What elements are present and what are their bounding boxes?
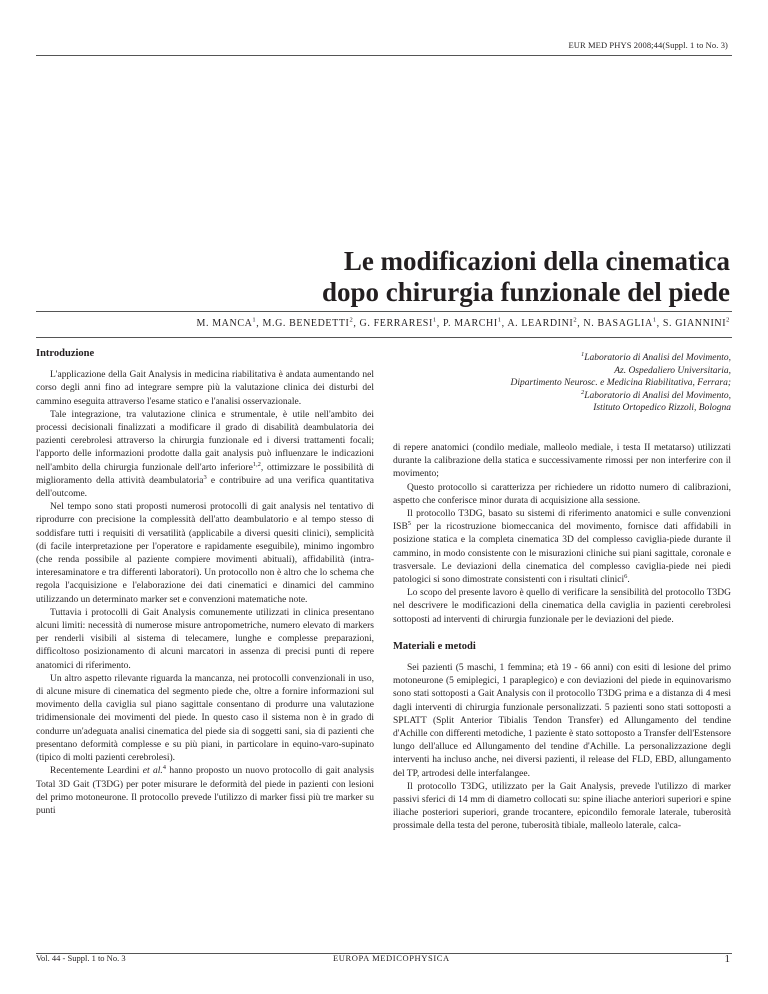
- author-affiliation-mark: 2: [349, 316, 354, 324]
- section-heading-materiali-e-metodi: Materiali e metodi: [393, 640, 476, 652]
- paragraph: Il protocollo T3DG, utilizzato per la Gait Analysis, prevede l'utilizzo di marker passivi sferici di 14 mm di diametro collocati su: spine iliache anteriori superiori e spine iliache posteriori superiori, grande trocantere, epicondilo femorale laterale, tuberosità prossimale della testa del perone, tuberosità tibiale, malleolo laterale, calca-: [393, 781, 731, 832]
- author-affiliation-mark: 1: [497, 316, 502, 324]
- affiliation-line: $^2$Laboratorio di Analisi del Movimento,: [580, 388, 731, 401]
- journal-citation: EUR MED PHYS 2008;44(Suppl. 1 to No. 3): [568, 40, 728, 50]
- paragraph: Recentemente Leardini et al.$^4$ hanno proposto un nuovo protocollo di gait analysis Total 3D Gait (T3DG) per poter misurare le deformità del piede in pazienti con lesioni del primo motoneurone. Il protocollo prevede l'utilizzo di marker fissi più tre marker su punti: [36, 764, 374, 816]
- author-affiliation-mark: 1: [652, 316, 657, 324]
- title-line-2: dopo chirurgia funzionale del piede: [321, 277, 730, 307]
- affiliation-line: Dipartimento Neurosc. e Medicina Riabilitativa, Ferrara;: [510, 378, 731, 389]
- author-name: M. MANCA: [196, 318, 253, 329]
- paragraph: Sei pazienti (5 maschi, 1 femmina; età 19 - 66 anni) con esiti di lesione del primo motoneurone (5 emiplegici, 1 paraplegico) e con deviazioni del piede in equinovarismo sono stati sottoposti a Gait Analysis con il protocollo T3DG prima e a distanza di 4 mesi dagli interventi di chirurgia funzionale personalizzati. 5 pazienti sono stati sottoposti a SPLATT (Split Anterior Tibialis Tendon Transfer) ed Allungamento del tendine d'Achille con differenti metodiche, 1 paziente è stato sottoposto a Transfer dell'Estensore lungo dell'alluce ed Allungamento del tendine d'Achille. La personalizzazione degli interventi ha incluso anche, nei diversi pazienti, il release del FLD, EBD, allungamento del TP, artrodesi delle interfalangee.: [393, 663, 731, 779]
- left-column: [36, 347, 374, 818]
- paragraph: Nel tempo sono stati proposti numerosi protocolli di gait analysis nel tentativo di riprodurre con precisione la complessità dell'atto deambulatorio e al tempo stesso di soddisfare tutti i requisiti di versatilità (applicabile a diversi quesiti clinici), semplicità (di facile interpretazione per l'operatore e rapidamente eseguibile), minimo ingombro (che renda possibile al paziente compiere movimenti abituali), affidabilità (intra-interesaminatore e tra differenti laboratori). Un protocollo non è altro che lo schema che regola l'acquisizione e l'elaborazione dei dati cinematici e dinamici del cammino utilizzando un determinato marker set e convenzioni matematiche note.: [36, 502, 374, 605]
- author-name: P. MARCHI: [442, 318, 498, 329]
- page-number: 1: [724, 953, 730, 965]
- affiliation-line: Az. Ospedaliero Universitaria,: [614, 365, 731, 376]
- affiliation-line: $^1$Laboratorio di Analisi del Movimento,: [580, 350, 731, 363]
- title-rule-bottom: [36, 337, 732, 338]
- title-line-1: Le modificazioni della cinematica: [343, 246, 730, 276]
- title-rule-top: [36, 311, 732, 312]
- right-column: [393, 347, 731, 834]
- author-name: M.G. BENEDETTI: [262, 318, 350, 329]
- author-affiliation-mark: 1: [432, 316, 437, 324]
- author-affiliation-mark: 2: [573, 316, 578, 324]
- author-list: M. MANCA$^1$, M.G. BENEDETTI$^2$, G. FERRARESI$^1$, P. MARCHI$^1$, A. LEARDINI$^2$, N. BASAGLIA$^1$, S. GIANNINI$^2$: [196, 316, 730, 329]
- paragraph: Questo protocollo si caratterizza per richiedere un ridotto numero di calibrazioni, aspetto che conferisce minor durata di acquisizione alla sessione.: [393, 482, 731, 506]
- paragraph: Tuttavia i protocolli di Gait Analysis comunemente utilizzati in clinica presentano alcuni limiti: necessità di numerose misure antropometriche, numero elevato di markers per renderli visibili al sistema di telecamere, lunghe e complesse preparazioni, difficoltoso posizionamento di alcuni marcatori in assenza di precisi punti di repere anatomici di riferimento.: [36, 607, 374, 671]
- article-title: [322, 246, 730, 308]
- author-affiliation-mark: 2: [726, 316, 730, 324]
- paragraph: Un altro aspetto rilevante riguarda la mancanza, nei protocolli convenzionali in uso, di alcune misure di cinematica del segmento piede che, oltre a fornire informazioni sul movimento della caviglia sul piano sagittale consentano di produrre una valutazione tridimensionale dei movimenti del piede. In questo caso il sistema non è in grado di condurre un'adeguata analisi cinematica del piede sia di soggetti sani, sia di pazienti che presentano deformità complesse e su più piani, in particolare in equino-varo-supinato (tipico di molti pazienti cerebrolesi).: [36, 673, 374, 764]
- paragraph: Il protocollo T3DG, basato su sistemi di riferimento anatomici e sulle convenzioni ISB$^5$ per la ricostruzione biomeccanica del movimento, fornisce dati affidabili in posizione statica e la completa cinematica 3D del complesso caviglia-piede durante il cammino, in modo consistente con le misurazioni cliniche sui piani sagittale, coronale e trasversale. Le deviazioni della cinematica del complesso caviglia-piede nei piedi patologici si sono dimostrate consistenti con i risultati clinici$^6$.: [393, 508, 731, 585]
- author-name: N. BASAGLIA: [583, 318, 653, 329]
- author-name: A. LEARDINI: [507, 318, 574, 329]
- affiliation-line: Istituto Ortopedico Rizzoli, Bologna: [593, 403, 731, 414]
- affiliations: [393, 347, 731, 415]
- author-name: S. GIANNINI: [662, 318, 727, 329]
- footer-journal: EUROPA MEDICOPHYSICA: [333, 953, 450, 963]
- paragraph: Lo scopo del presente lavoro è quello di verificare la sensibilità del protocollo T3DG nel descrivere le modificazioni della cinematica della caviglia in pazienti cerebrolesi sottoposti ad interventi di chirurgia funzionale per le deviazioni del piede.: [393, 588, 731, 625]
- footer-volume: Vol. 44 - Suppl. 1 to No. 3: [36, 953, 126, 963]
- author-name: G. FERRARESI: [359, 318, 433, 329]
- paragraph: Tale integrazione, tra valutazione clinica e strumentale, è utile nell'ambito dei processi decisionali finalizzati a modificare il grado di disabilità deambulatoria dei pazienti cerebrolesi attraverso la chirurgia funzionale ed i diversi trattamenti focali; l'apporto delle informazioni prodotte dalla gait analysis può influenzare le indicazioni nell'ambito della chirurgia funzionale dell'arto inferiore$^{1,2}$, ottimizzare le possibilità di miglioramento della attività deambulatoria$^3$ e contribuire ad una verifica quantitativa dell'outcome.: [36, 409, 375, 500]
- author-affiliation-mark: 1: [252, 316, 257, 324]
- paragraph: L'applicazione della Gait Analysis in medicina riabilitativa è andata aumentando nel corso degli anni fino ad integrare sempre più la valutazione clinica dei disturbi del cammino eseguita attraverso l'esame statico e l'analisi osservazionale.: [36, 370, 374, 407]
- section-heading-introduzione: Introduzione: [36, 348, 95, 359]
- paragraph: di repere anatomici (condilo mediale, malleolo mediale, i testa II metatarso) utilizzati durante la calibrazione della statica e successivamente rimossi per non interferire con il movimento;: [393, 442, 731, 480]
- header-rule: [36, 55, 732, 56]
